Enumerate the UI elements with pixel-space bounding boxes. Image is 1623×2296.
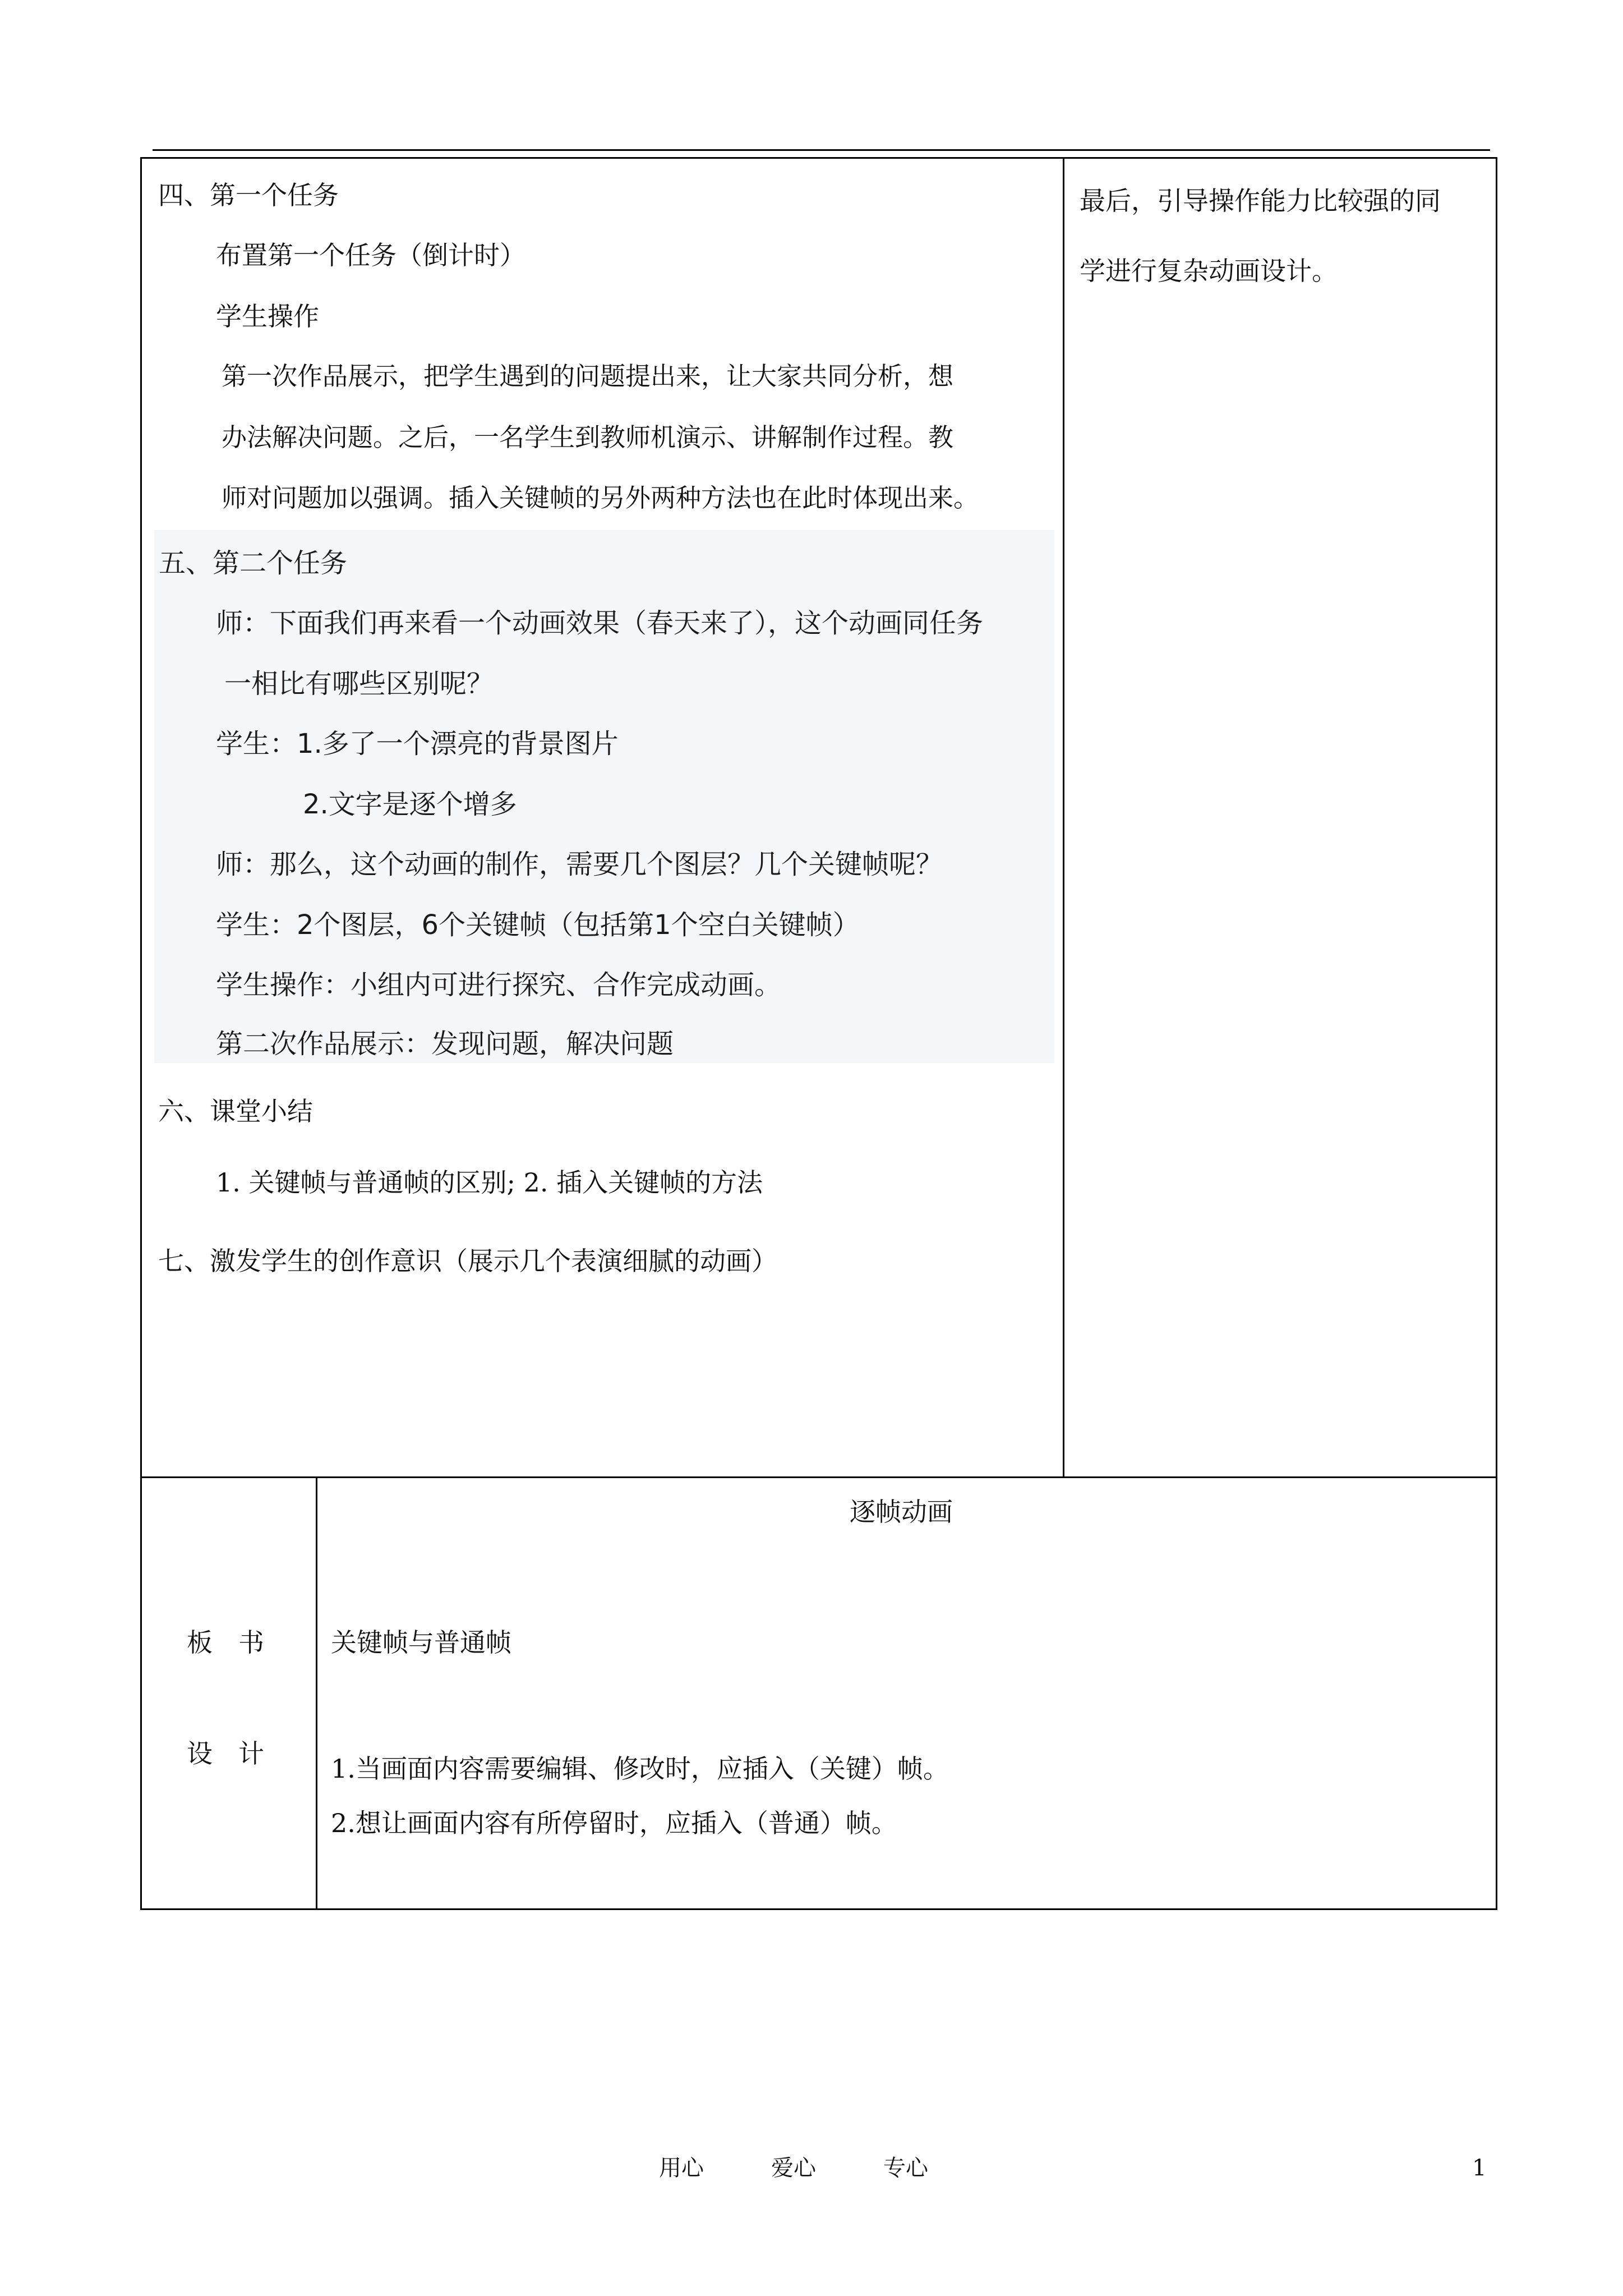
header-rule: [153, 149, 1490, 151]
section6-title: 六、课堂小结: [158, 1096, 313, 1126]
section5-line: 2.文字是逐个增多: [303, 789, 517, 820]
board-item: 2.想让画面内容有所停留时，应插入（普通）帧。: [331, 1808, 897, 1838]
section4-para-line: 第一次作品展示，把学生遇到的问题提出来，让大家共同分析，想: [222, 361, 954, 391]
table-bottom-border: [140, 1908, 1497, 1910]
section4-para-line: 师对问题加以强调。插入关键帧的另外两种方法也在此时体现出来。: [222, 483, 979, 513]
section5-line: 学生操作：小组内可进行探究、合作完成动画。: [216, 969, 782, 1001]
section7-title: 七、激发学生的创作意识（展示几个表演细腻的动画）: [158, 1246, 777, 1276]
page-number: 1: [1472, 2155, 1487, 2181]
section4-title: 四、第一个任务: [158, 180, 339, 210]
table-right-border: [1496, 157, 1497, 1910]
table-row-divider: [140, 1476, 1497, 1478]
section5-line: 第二次作品展示：发现问题，解决问题: [216, 1028, 674, 1060]
section4-para-line: 办法解决问题。之后，一名学生到教师机演示、讲解制作过程。教: [222, 422, 954, 452]
footer-word: 用心: [659, 2155, 704, 2181]
table-top-border: [140, 157, 1497, 159]
board-subheading: 关键帧与普通帧: [331, 1627, 511, 1658]
right-note-line: 最后，引导操作能力比较强的同: [1080, 186, 1441, 216]
table-left-border: [140, 157, 142, 1910]
section5-line: 师：下面我们再来看一个动画效果（春天来了），这个动画同任务: [216, 608, 984, 639]
board-item: 1.当画面内容需要编辑、修改时，应插入（关键）帧。: [331, 1754, 949, 1784]
section4-line2: 学生操作: [216, 301, 319, 332]
column-divider-lower: [316, 1476, 317, 1910]
right-note-line: 学进行复杂动画设计。: [1080, 256, 1338, 286]
footer-word: 专心: [883, 2155, 928, 2181]
footer-word: 爱心: [771, 2155, 816, 2181]
section5-line: 学生：2个图层，6个关键帧（包括第1个空白关键帧）: [216, 909, 860, 941]
board-heading: 逐帧动画: [850, 1497, 953, 1527]
section5-scanned-region: [154, 530, 1054, 1063]
section5-title: 五、第二个任务: [159, 547, 348, 579]
section4-line1: 布置第一个任务（倒计时）: [216, 240, 525, 270]
board-label-line1: 板 书: [187, 1627, 264, 1658]
section5-line: 学生：1.多了一个漂亮的背景图片: [216, 728, 619, 760]
section6-line1: 1. 关键帧与普通帧的区别; 2. 插入关键帧的方法: [216, 1167, 763, 1198]
section5-line: 师：那么，这个动画的制作，需要几个图层？几个关键帧呢？: [216, 849, 943, 880]
column-divider-upper: [1063, 157, 1064, 1478]
section5-line: 一相比有哪些区别呢？: [224, 668, 494, 700]
board-label-line2: 设 计: [187, 1738, 264, 1769]
